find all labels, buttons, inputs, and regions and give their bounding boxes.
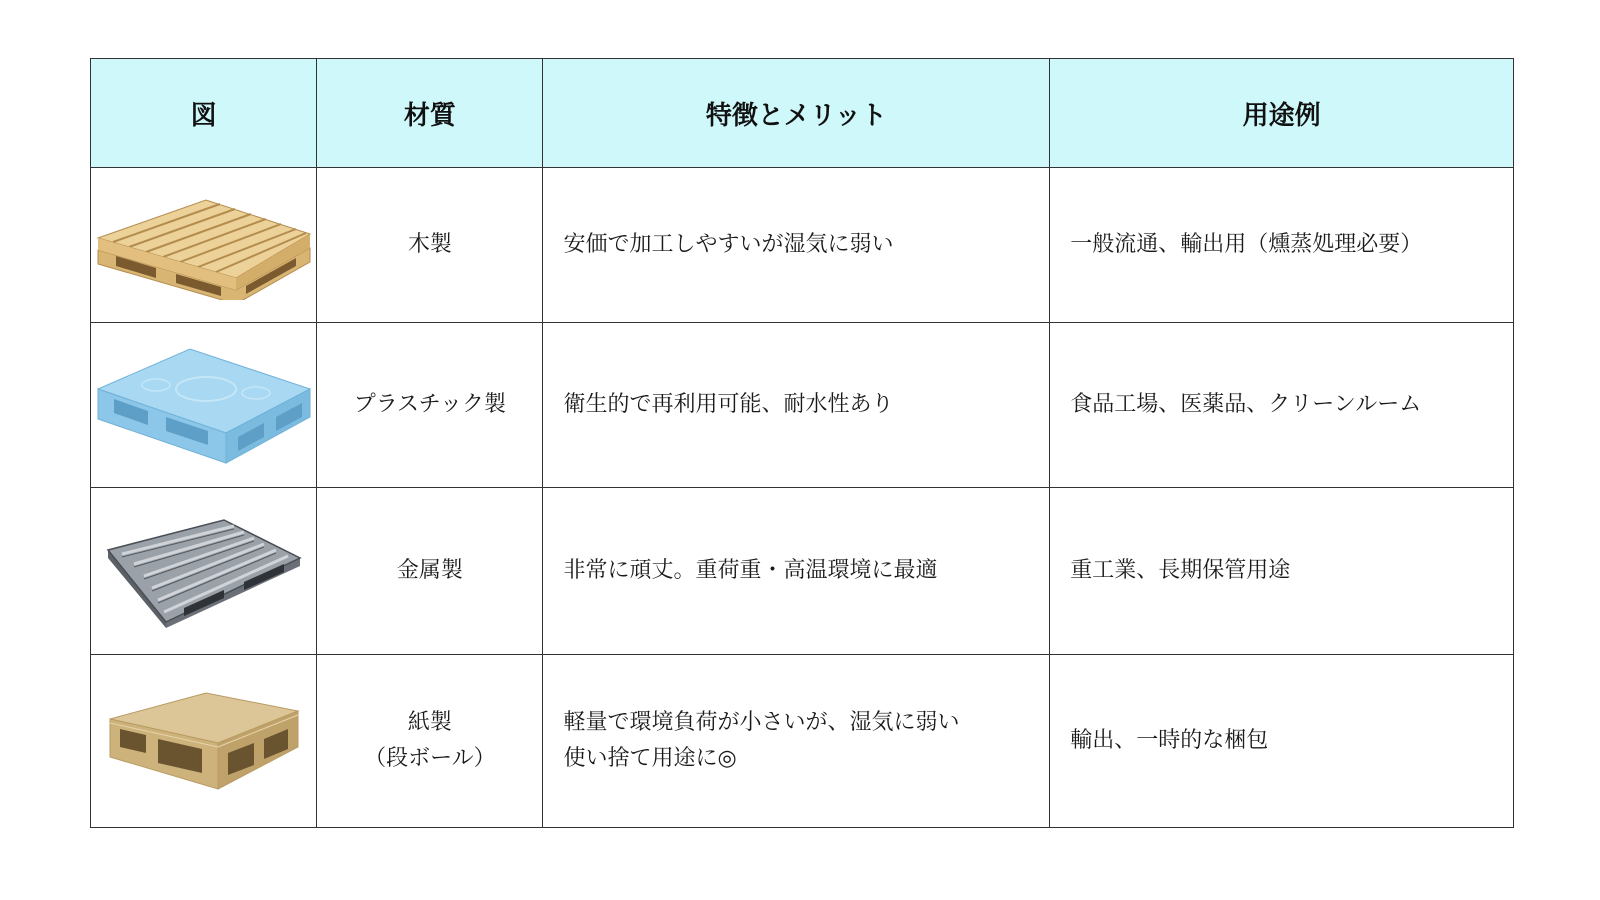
uses-cell [1050, 323, 1514, 488]
uses-text: 一般流通、輸出用（燻蒸処理必要） [1070, 232, 1423, 257]
features-cell [543, 488, 1050, 655]
paper-pallet-image [106, 691, 302, 791]
features-cell [543, 655, 1050, 828]
material-label: 金属製 [396, 558, 463, 583]
material-cell [317, 488, 543, 655]
features-text: 非常に頑丈。重荷重・高温環境に最適 [563, 558, 938, 583]
figure-cell [91, 168, 317, 323]
figure-cell [91, 655, 317, 828]
metal-pallet-image [104, 514, 304, 629]
features-text-line2: 使い捨て用途に◎ [563, 746, 737, 771]
pallet-comparison-table [90, 58, 1514, 828]
figure-cell [91, 323, 317, 488]
material-label: 木製 [407, 232, 452, 257]
table-row [91, 488, 1514, 655]
features-cell [543, 323, 1050, 488]
features-text: 安価で加工しやすいが湿気に弱い [563, 232, 894, 257]
uses-cell [1050, 168, 1514, 323]
header-material: 材質 [317, 59, 543, 168]
material-cell [317, 323, 543, 488]
material-cell [317, 168, 543, 323]
figure-cell [91, 488, 317, 655]
table-row [91, 168, 1514, 323]
uses-text: 輸出、一時的な梱包 [1070, 728, 1269, 753]
uses-text: 重工業、長期保管用途 [1070, 558, 1291, 583]
material-cell [317, 655, 543, 828]
header-figure: 図 [91, 59, 317, 168]
uses-cell [1050, 655, 1514, 828]
uses-cell [1050, 488, 1514, 655]
table-row [91, 655, 1514, 828]
features-text: 軽量で環境負荷が小さいが、湿気に弱い [563, 710, 960, 735]
material-label: 紙製 [407, 710, 452, 735]
table-row [91, 323, 1514, 488]
features-text: 衛生的で再利用可能、耐水性あり [563, 392, 894, 417]
features-cell [543, 168, 1050, 323]
header-uses: 用途例 [1050, 59, 1514, 168]
header-row [91, 59, 1514, 168]
uses-text: 食品工場、医薬品、クリーンルーム [1070, 392, 1422, 417]
material-sublabel: （段ボール） [364, 746, 496, 771]
plastic-pallet-image [96, 345, 312, 465]
material-label: プラスチック製 [353, 392, 506, 417]
wooden-pallet-image [96, 190, 312, 300]
header-features: 特徴とメリット [543, 59, 1050, 168]
